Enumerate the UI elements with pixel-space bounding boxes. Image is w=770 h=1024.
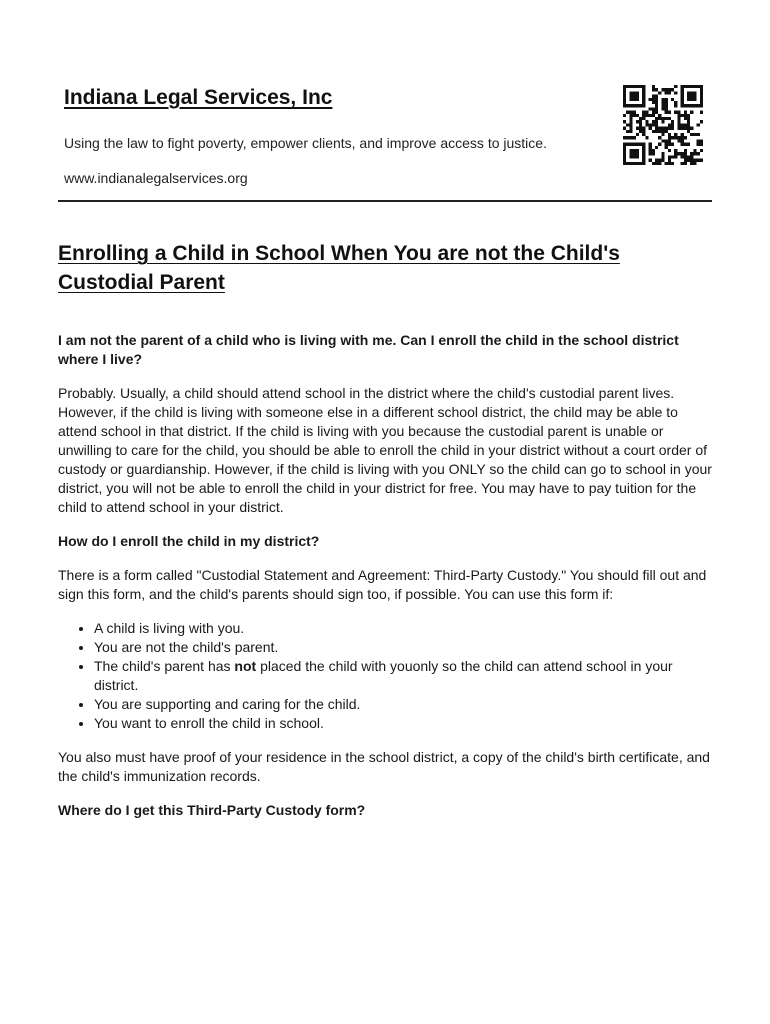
list-item: • You are supporting and caring for the child.: [94, 695, 713, 714]
article-title: [58, 239, 698, 297]
form-conditions-list: [58, 619, 713, 733]
organization-tagline: Using the law to fight poverty, empower clients, and improve access to justice.: [64, 135, 547, 151]
list-item: [94, 657, 713, 695]
article-title-text: Enrolling a Child in School When You are not the Child's Custodial Parent: [58, 242, 620, 294]
question-how-enroll: How do I enroll the child in my district?: [58, 533, 320, 549]
question-enroll-child: I am not the parent of a child who is living with me. Can I enroll the child in the school district where I live?: [58, 332, 679, 367]
organization-name: Indiana Legal Services, Inc: [64, 86, 333, 109]
header-divider: [58, 200, 712, 202]
article-body: [58, 331, 713, 835]
question-where-form: Where do I get this Third-Party Custody form?: [58, 802, 366, 818]
organization-website: www.indianalegalservices.org: [64, 170, 248, 186]
residence-requirements: You also must have proof of your residence in the school district, a copy of the child's birth certificate, and the child's immunization records.: [58, 749, 710, 784]
answer-how-enroll: There is a form called "Custodial Statement and Agreement: Third-Party Custody." You should fill out and sign this form, and the child's parents should sign too, if possible. You can use this form if:: [58, 567, 707, 602]
list-item-emphasis: not: [234, 658, 257, 674]
qr-code-icon: [623, 85, 703, 165]
list-item: • You want to enroll the child in school.: [94, 714, 713, 733]
list-item: • A child is living with you.: [94, 619, 713, 638]
answer-enroll-child: Probably. Usually, a child should attend school in the district where the child's custodial parent lives. However, if the child is living with someone else in a different school district, the child may be able to attend school in that district. If the child is living with you because the custodial parent is unable or unwilling to care for the child, you should be able to enroll the child in your district without a court order of custody or guardianship. However, if the child is living with you ONLY so the child can go to school in your district, you will not be able to enroll the child in your district for free. You may have to pay tuition for the child to attend school in your district.: [58, 385, 712, 515]
list-item-text: placed the child with youonly so the child can attend school in your district.: [94, 658, 673, 693]
list-item: • You are not the child's parent.: [94, 638, 713, 657]
list-item-text: The child's parent has: [94, 658, 235, 674]
